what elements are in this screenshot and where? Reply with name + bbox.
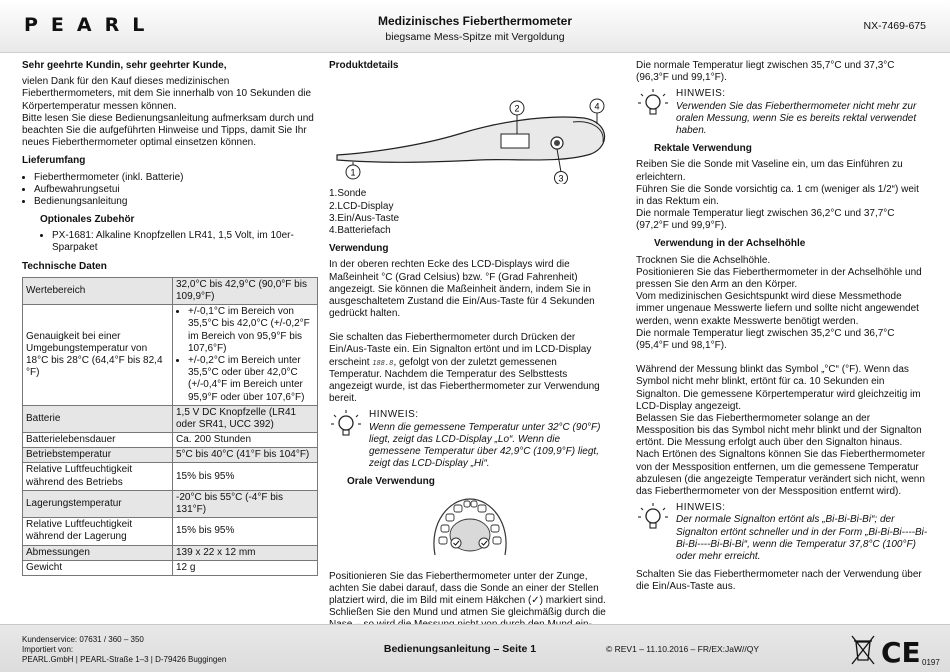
table-cell-key: Wertebereich: [23, 277, 173, 304]
table-row: [23, 545, 318, 560]
oral-paragraph: Positionieren Sie das Fieberthermometer unter der Zunge, achten Sie dabei darauf, dass die Sonde an einer der Stellen platziert wird, die im Bild mit einem Häkchen (✓) markiert sind. Schließen Sie den Mund und atmen Sie gleichmäßig durch die: [329, 570, 606, 619]
lightbulb-icon: [636, 502, 670, 536]
armpit-paragraph-1: Trocknen Sie die Achselhöhle.: [636, 254, 771, 266]
lightbulb-icon: [636, 88, 670, 122]
document-subtitle: biegsame Mess-Spitze mit Vergoldung: [385, 30, 565, 43]
armpit-heading: Verwendung in der Achselhöhle: [654, 238, 806, 250]
use-paragraph-1: In der oberen rechten Ecke des LCD-Displays wird die Maßeinheit °C (Grad Celsius) bzw. °F (Grad Fahrenheit) angezeigt. Sie können die Maßeinheit ändern, indem Sie in ausgeschaltetem Zustand die Ein/Aus-Taste für 4 Sekunden gedrückt halten.: [329, 259, 595, 320]
lcd-glyph: 188.8: [372, 358, 394, 367]
table-row: [23, 448, 318, 463]
rectal-heading: Rektale Verwendung: [654, 143, 752, 155]
oral-normal-range: Die normale Temperatur liegt zwischen 35,7°C und 37,3°C (96,3°F und 99,1°F).: [636, 60, 895, 84]
table-cell-value: 15% bis 95%: [173, 463, 318, 490]
column-middle: [329, 58, 611, 648]
table-cell-key: Relative Luftfeuchtigkeit während des Betriebs: [23, 463, 173, 490]
armpit-paragraph-3: Vom medizinischen Gesichtspunkt wird diese Messmethode immer ungenaue Messwerte liefern und sollte nicht angewendet werden, wenn exakte Messwerte benötigt werden.: [636, 291, 919, 327]
table-cell-key: Batterielebensdauer: [23, 433, 173, 448]
ce-mark: CE: [881, 636, 921, 667]
use-paragraph-2-end: , gefolgt von der zuletzt gemessenen Temperatur. Nachdem die Temperatur des Selbsttests angezeigt wurde, ist das Fieberthermometer zur Verwendung bereit.: [329, 356, 600, 405]
callout-4-label: 4: [594, 101, 600, 112]
table-cell-key: Lagerungstemperatur: [23, 490, 173, 517]
page-header: [0, 0, 950, 53]
hint-content: [676, 502, 928, 563]
article-number: NX-7469-675: [863, 20, 926, 32]
scope-list: [22, 172, 320, 209]
table-row: [23, 490, 318, 517]
list-item: 3.Ein/Aus-Taste: [329, 212, 400, 224]
armpit-paragraph-2: Positionieren Sie das Fieberthermometer in der Achselhöhle und pressen Sie den Arm an den Körper.: [636, 266, 922, 290]
list-item: • Aufbewahrungsetui: [34, 184, 320, 196]
accessories-list: [40, 230, 320, 254]
hint-content: [676, 88, 928, 137]
list-item: • Fieberthermometer (inkl. Batterie): [34, 172, 320, 184]
hint-content: [369, 409, 611, 470]
scope-heading: Lieferumfang: [22, 155, 86, 167]
table-cell-key: Genauigkeit bei einer Umgebungstemperatur von 18°C bis 28°C (64,4°F bis 82,4 °F): [23, 305, 173, 406]
list-item: • +/-0,1°C im Bereich von 35,5°C bis 42,0°C (+/-0,2°F im Bereich von 95,9°F bis 107,6°F): [188, 306, 314, 355]
hint-box: [636, 502, 928, 563]
table-cell-value: 15% bis 95%: [173, 518, 318, 545]
intro-paragraph-2: Bitte lesen Sie diese Bedienungsanleitung aufmerksam durch und beachten Sie die aufgeführten Hinweise und Tipps, damit Sie Ihr neues Fieberthermometer optimal einsetzen können.: [22, 112, 314, 149]
table-row: [23, 405, 318, 432]
tech-heading: Technische Daten: [22, 260, 107, 272]
list-item: 4.Batteriefach: [329, 224, 391, 236]
tech-table: [22, 277, 318, 576]
rectal-paragraph-2: Führen Sie die Sonde vorsichtig ca. 1 cm (weniger als 1/2“) weit in das Rektum ein.: [636, 183, 919, 207]
table-cell-value: Ca. 200 Stunden: [173, 433, 318, 448]
parts-list: [329, 188, 611, 237]
document-title-block: [300, 14, 650, 43]
callout-3-label: 3: [558, 173, 564, 184]
callout-2-label: 2: [514, 103, 520, 114]
table-cell-value: [173, 305, 318, 406]
table-cell-key: Gewicht: [23, 560, 173, 575]
use-heading: Verwendung: [329, 243, 389, 255]
lightbulb-icon: [329, 409, 363, 443]
list-item: • Bedienungsanleitung: [34, 196, 320, 208]
hint-text: Verwenden Sie das Fieberthermometer nicht mehr zur oralen Messung, wenn Sie es bereits rektal verwendet haben.: [676, 100, 917, 136]
final-paragraph: Schalten Sie das Fieberthermometer nach der Verwendung über die Ein/Aus-Taste aus.: [636, 569, 922, 593]
table-row: [23, 305, 318, 406]
rectal-paragraph-3: Die normale Temperatur liegt zwischen 36,2°C und 37,7°C (97,2°F und 99,9°F).: [636, 208, 895, 232]
hint-box: [329, 409, 611, 470]
details-heading: Produktdetails: [329, 60, 399, 71]
table-cell-value: -20°C bis 55°C (-4°F bis 131°F): [173, 490, 318, 517]
accessories-heading: Optionales Zubehör: [40, 214, 135, 226]
list-item: • PX-1681: Alkaline Knopfzellen LR41, 1,5 Volt, im 10er-Sparpaket: [52, 230, 320, 254]
greeting: Sehr geehrte Kundin, sehr geehrter Kunde,: [22, 60, 227, 71]
table-cell-value: 5°C bis 40°C (41°F bis 104°F): [173, 448, 318, 463]
table-cell-value: 32,0°C bis 42,9°C (90,0°F bis 109,9°F): [173, 277, 318, 304]
crossed-bin-icon: [852, 636, 874, 664]
table-cell-key: Abmessungen: [23, 545, 173, 560]
footer-importer-label: Importiert von:: [22, 645, 74, 654]
use-paragraph-2-start: Sie schalten das Fieberthermometer durch Drücken der Ein/Aus-Taste ein. Ein Signalton ertönt und im LCD-Display erscheint: [329, 332, 592, 368]
armpit-paragraph-4: Die normale Temperatur liegt zwischen 35,2°C und 36,7°C (95,4°F und 98,1°F).: [636, 327, 895, 351]
table-cell-key: Betriebstemperatur: [23, 448, 173, 463]
list-item: 1.Sonde: [329, 188, 367, 200]
intro-paragraph-1: vielen Dank für den Kauf dieses medizinischen Fieberthermometers, mit dem Sie innerhalb von 10 Sekunden die Körpertemperatur messen können.: [22, 76, 312, 112]
table-row: [23, 518, 318, 545]
hint-text: Der normale Signalton ertönt als „Bi-Bi-Bi-Bi“; der Signalton ertönt schneller und in der Form „Bi-Bi-Bi----Bi-Bi-Bi----Bi-Bi-Bi“, wenn die Temperatur 37,8°C (100°F) oder mehr erreicht.: [676, 514, 928, 562]
table-cell-key: Relative Luftfeuchtigkeit während der Lagerung: [23, 518, 173, 545]
table-row: [23, 560, 318, 575]
measure-paragraph-3: Nach Ertönen des Signaltons können Sie das Fieberthermometer von der Messposition entfernen, um die gemessene Temperatur abzulesen (die angezeigte Temperatur verändert sich nicht, wenn das Fieberthermometer von der Messposition entfernt wird).: [636, 449, 926, 497]
table-row: [23, 277, 318, 304]
list-item: • +/-0,2°C im Bereich unter 35,5°C oder über 42,0°C (+/-0,4°F im Bereich unter 95,9°F oder über 107,6°F): [188, 355, 314, 404]
footer-address: PEARL.GmbH | PEARL-Straße 1–3 | D-79426 Buggingen: [22, 655, 227, 664]
use-paragraph-2: [329, 332, 611, 405]
table-cell-value: 1,5 V DC Knopfzelle (LR41 oder SR41, UCC 392): [173, 405, 318, 432]
footer-service: Kundenservice: 07631 / 360 – 350: [22, 635, 144, 644]
table-row: [23, 463, 318, 490]
notified-body-code: 0197: [922, 658, 940, 667]
table-cell-value: 12 g: [173, 560, 318, 575]
column-left: [22, 58, 320, 576]
table-cell-key: Batterie: [23, 405, 173, 432]
hint-box: [636, 88, 928, 137]
mouth-diagram: [329, 493, 611, 561]
measure-paragraph-2: Belassen Sie das Fieberthermometer solange an der Messposition bis das Symbol nicht mehr blinkt und der Signalton ertönt. Die Messung erfolgt auch über den Signalton hinaus.: [636, 412, 922, 449]
footer-page-label: Bedienungsanleitung – Seite 1: [383, 643, 537, 655]
page-footer: [0, 624, 950, 672]
table-row: [23, 433, 318, 448]
measure-paragraph-1: Während der Messung blinkt das Symbol „°C“ (°F). Wenn das Symbol nicht mehr blinkt, ertönt für ca. 10 Sekunden ein Signalton. Die gemessene Körpertemperatur wird gleichzeitig im LCD-Display angezeigt.: [636, 364, 921, 412]
table-cell-value: 139 x 22 x 12 mm: [173, 545, 318, 560]
document-title: Medizinisches Fieberthermometer: [377, 14, 573, 28]
column-right: [636, 60, 928, 598]
thermometer-diagram: [329, 76, 611, 184]
callout-1-label: 1: [350, 167, 356, 178]
rectal-paragraph-1: Reiben Sie die Sonde mit Vaseline ein, um das Einführen zu erleichtern.: [636, 159, 903, 183]
list-item: 2.LCD-Display: [329, 200, 394, 212]
oral-heading: Orale Verwendung: [347, 476, 435, 488]
hint-text: Wenn die gemessene Temperatur unter 32°C (90°F) liegt, zeigt das LCD-Display „Lo“. Wenn die gemessene Temperatur über 42,9°C (109,9°F) liegt, zeigt das LCD-Display „Hi“.: [369, 421, 601, 470]
hint-title: HINWEIS:: [369, 409, 419, 421]
footer-revision: © REV1 – 11.10.2016 – FR/EX:JaW//QY: [606, 644, 760, 654]
brand-logo: PEARL: [24, 14, 158, 36]
hint-title: HINWEIS:: [676, 88, 726, 100]
hint-title: HINWEIS:: [676, 502, 726, 514]
footer-contact: [22, 635, 226, 665]
